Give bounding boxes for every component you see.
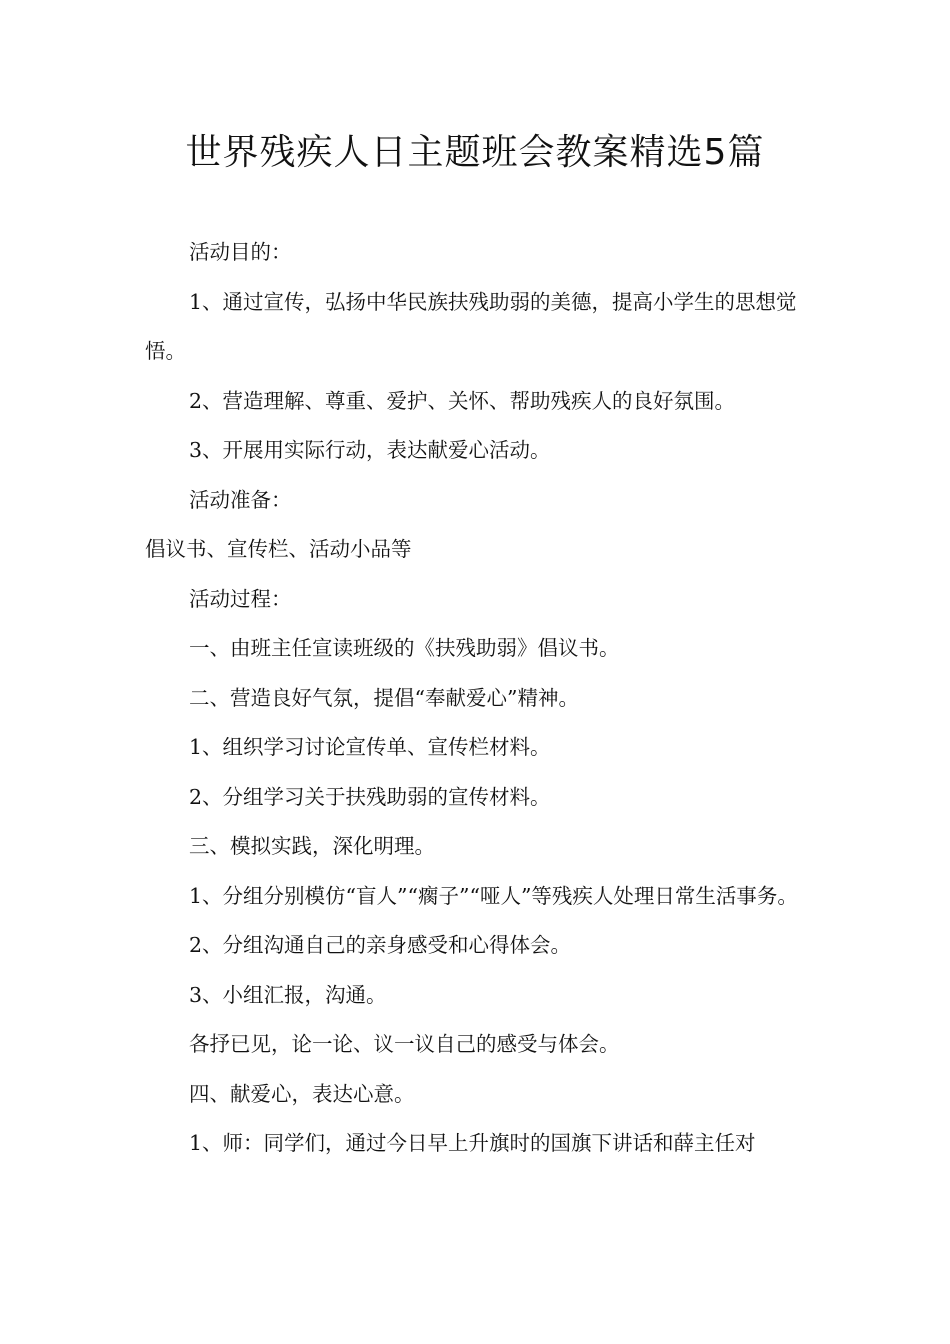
paragraph-process-heading: 活动过程： <box>189 586 292 611</box>
paragraph-step-4-item-1: 1、师：同学们，通过今日早上升旗时的国旗下讲话和薛主任对 <box>189 1131 756 1155</box>
paragraph-step-1: 一、由班主任宣读班级的《扶残助弱》倡议书。 <box>189 636 620 660</box>
paragraph-goal-2: 2、营造理解、尊重、爱护、关怀、帮助残疾人的良好氛围。 <box>189 388 736 413</box>
paragraph-step-2-item-1: 1、组织学习讨论宣传单、宣传栏材料。 <box>189 735 551 759</box>
document-title: 世界残疾人日主题班会教案精选5篇 <box>185 132 765 173</box>
paragraph-step-2-item-2: 2、分组学习关于扶残助弱的宣传材料。 <box>189 784 551 809</box>
paragraph-step-3-item-1: 1、分组分别模仿“盲人”“瘸子”“哑人”等残疾人处理日常生活事务。 <box>189 883 798 908</box>
document-body <box>145 228 807 1169</box>
paragraph-goal-1: 1、通过宣传，弘扬中华民族扶残助弱的美德，提高小学生的思想觉悟。 <box>145 289 797 363</box>
paragraph-step-3-item-2: 2、分组沟通自己的亲身感受和心得体会。 <box>189 933 572 957</box>
paragraph-step-4: 四、献爱心，表达心意。 <box>189 1081 415 1106</box>
paragraph-goal-3: 3、开展用实际行动，表达献爱心活动。 <box>189 438 551 462</box>
paragraph-activity-goal-heading: 活动目的： <box>189 240 292 264</box>
paragraph-preparation-heading: 活动准备： <box>189 487 292 512</box>
paragraph-step-3-item-3: 3、小组汇报，沟通。 <box>189 982 387 1007</box>
paragraph-preparation-items: 倡议书、宣传栏、活动小品等 <box>145 537 412 561</box>
paragraph-step-2: 二、营造良好气氛，提倡“奉献爱心”精神。 <box>189 685 579 710</box>
paragraph-discussion: 各抒已见，论一论、议一议自己的感受与体会。 <box>189 1032 620 1056</box>
paragraph-step-3: 三、模拟实践，深化明理。 <box>189 834 435 858</box>
